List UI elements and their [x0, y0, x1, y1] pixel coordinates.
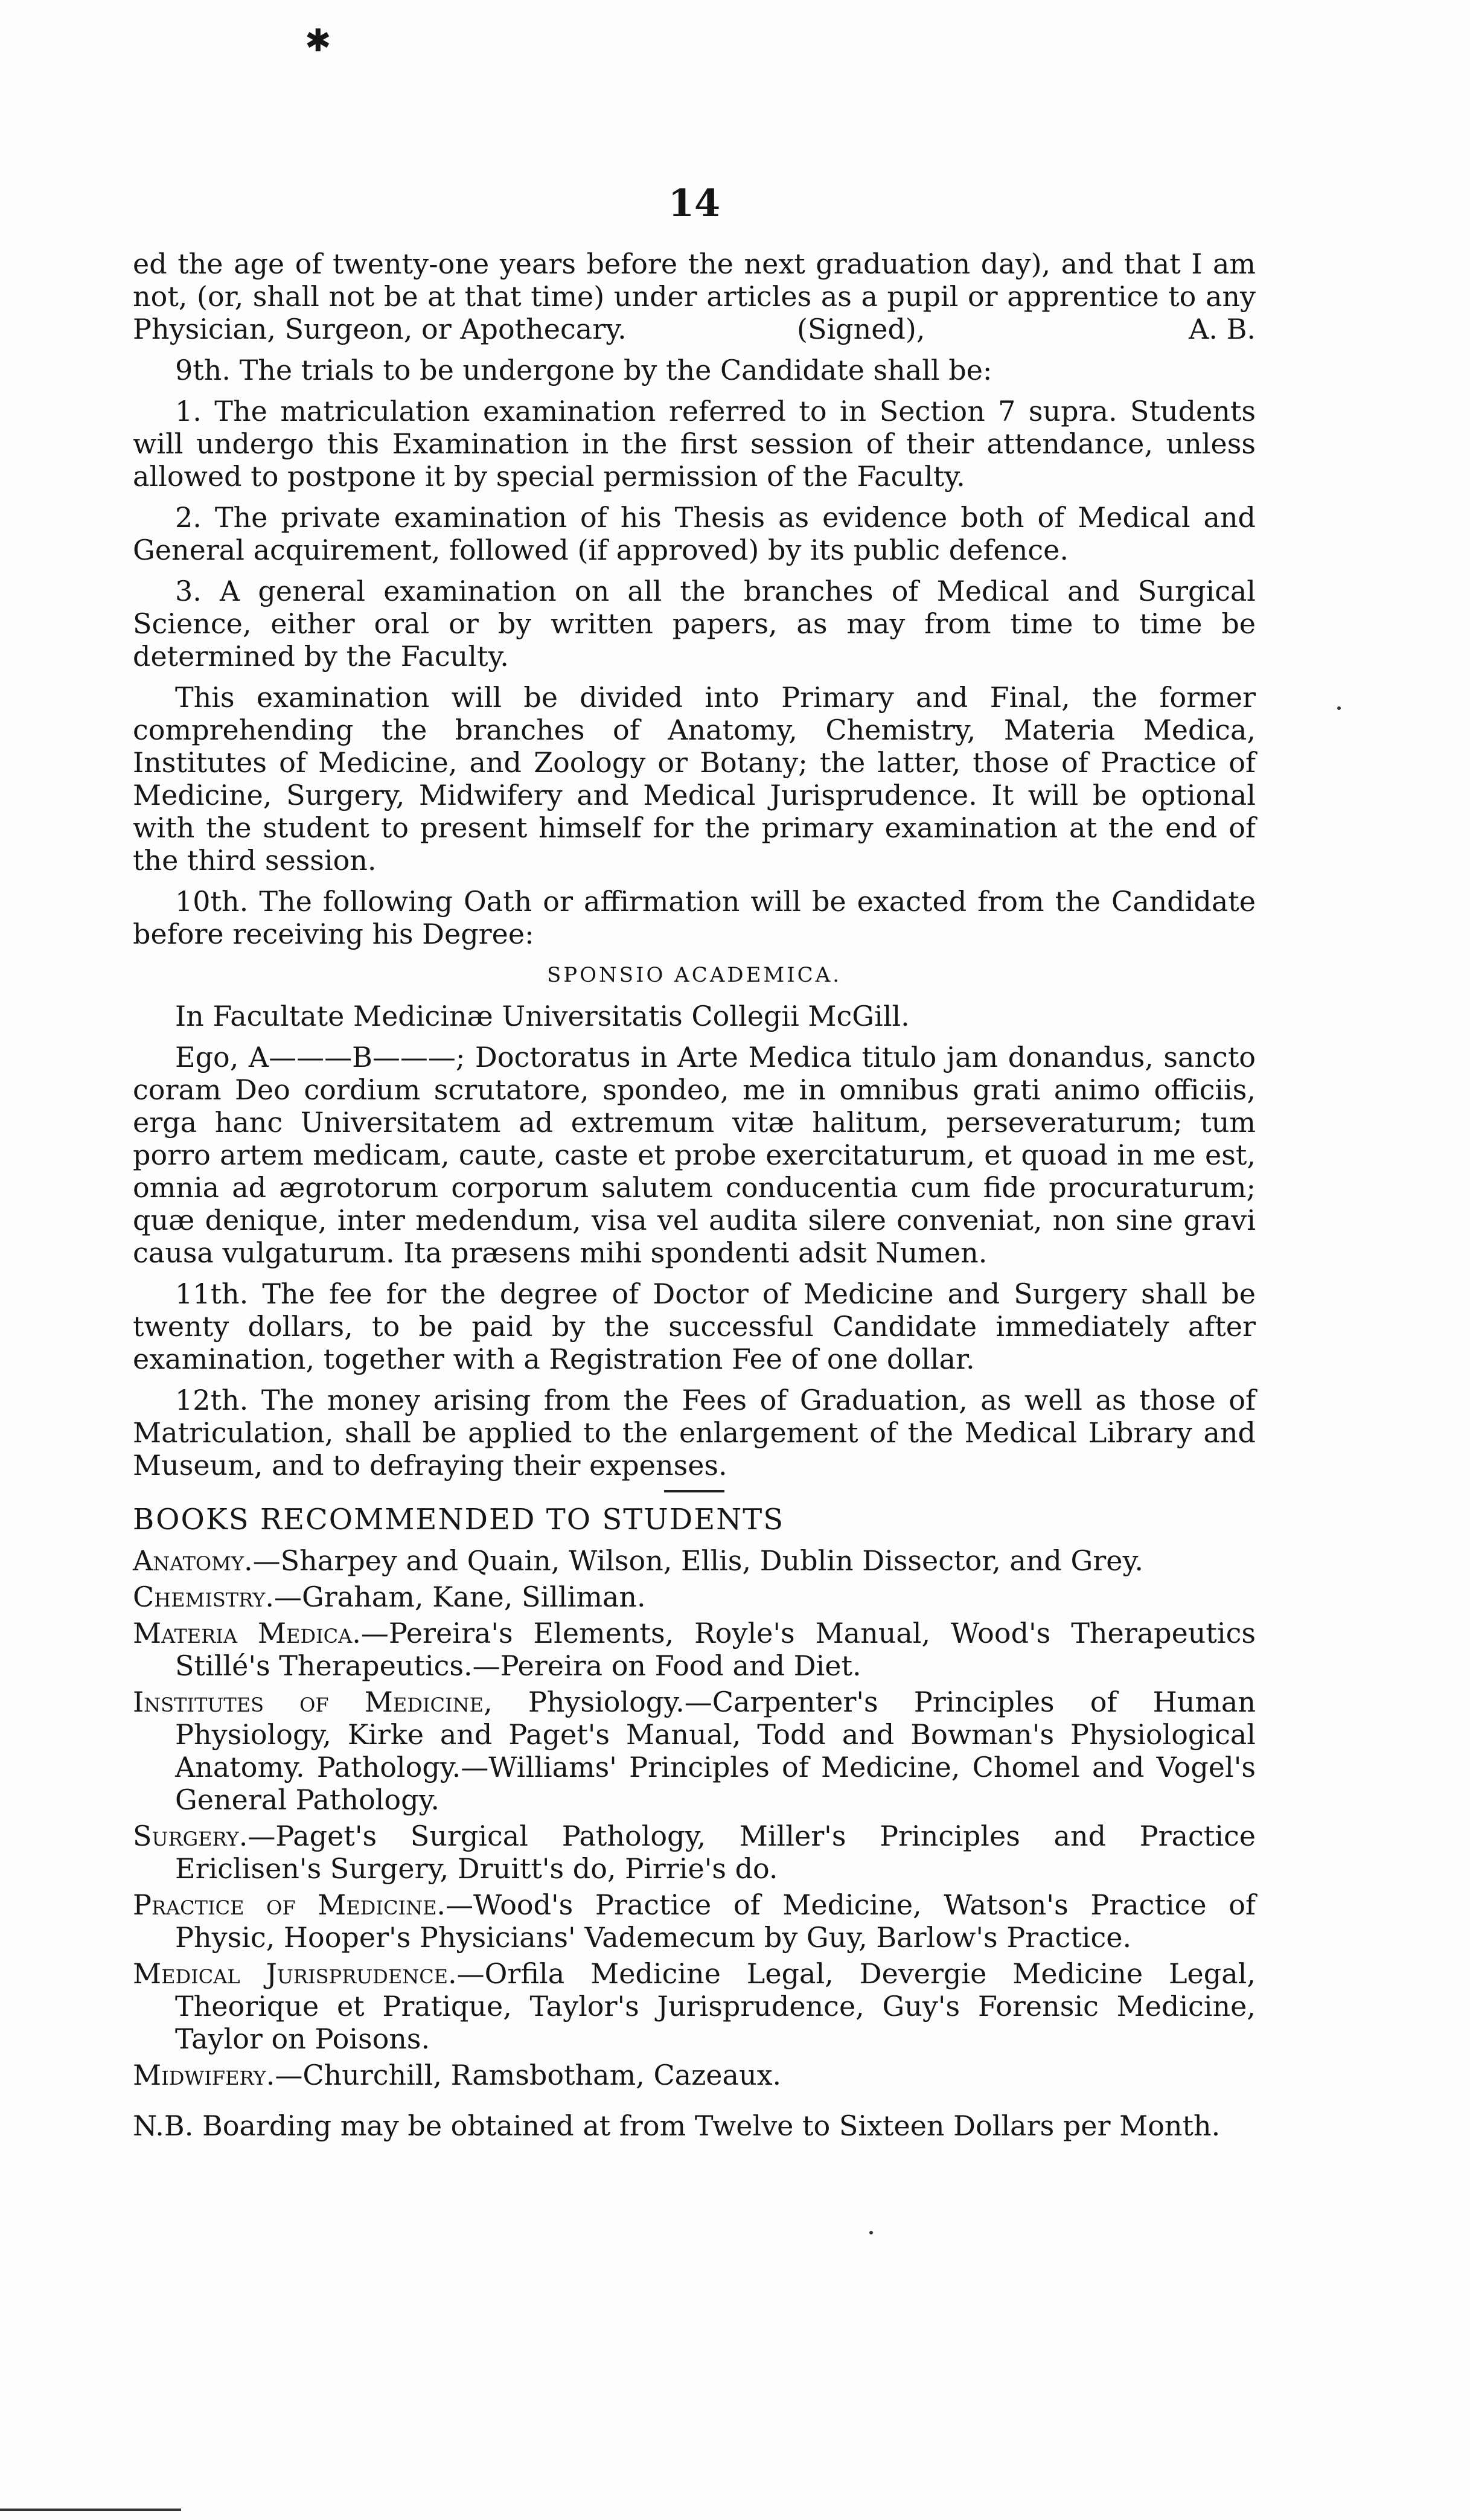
section-ninth: 9th. The trials to be undergone by the Candidate shall be:: [175, 354, 992, 386]
speck-mark: [869, 2231, 873, 2234]
section-eleventh: 11th. The fee for the degree of Doctor of Medicine and Surgery shall be twenty dollars, to be paid by the successful Candidate immediately after examination, together with a Registration Fee of one dollar.: [133, 1278, 1256, 1375]
trial-3: 3. A general examination on all the branches of Medical and Surgical Science, either oral or by written papers, as may from time to time be determined by the Faculty.: [133, 575, 1256, 673]
section-tenth: 10th. The following Oath or affirmation will be exacted from the Candidate before receiving his Degree:: [133, 885, 1256, 950]
section-twelfth: 12th. The money arising from the Fees of Graduation, as well as those of Matriculation, shall be applied to the enlargement of the Medical Library and Museum, and to defraying their expenses.: [133, 1384, 1256, 1482]
corner-mark: ✱: [305, 23, 331, 59]
book-entry: Chemistry.—Graham, Kane, Silliman.: [133, 1581, 646, 1613]
oath-text: Ego, A———B———; Doctoratus in Arte Medica titulo jam donandus, sancto coram Deo cordium scrutatore, spondeo, me in omnibus grati animo officiis, erga hanc Universitatem ad extremum vitæ halitum, perseveraturum; tum porro artem medicam, caute, caste et probe exercitaturum, et quoad in me est, omnia ad ægrotorum corporum salutem conducentia cum fide procuraturum; quæ denique, inter medendum, visa vel audita silere conveniat, non sine gravi causa vulgaturum. Ita præsens mihi spondenti adsit Numen.: [133, 1041, 1256, 1269]
book-entry: Surgery.—Paget's Surgical Pathology, Miller's Principles and Practice Ericlisen's Surgery, Druitt's do, Pirrie's do.: [133, 1820, 1256, 1885]
books-heading: BOOKS RECOMMENDED TO STUDENTS: [133, 1503, 785, 1537]
edge-mark: [0, 2509, 181, 2511]
intro-paragraph: ed the age of twenty-one years before the next graduation day), and that I am not, (or, shall not be at that time) under articles as a pupil or apprentice to any Physician, Surgeon, or Apothecary.: [133, 248, 1256, 345]
body-text: [133, 248, 1256, 2151]
book-entry: Anatomy.—Sharpey and Quain, Wilson, Ellis, Dublin Dissector, and Grey.: [133, 1544, 1143, 1577]
section-divider: [664, 1490, 724, 1492]
page-number: 14: [668, 181, 721, 225]
facultate-line: In Facultate Medicinæ Universitatis Collegii McGill.: [175, 1000, 910, 1032]
book-entry: Materia Medica.—Pereira's Elements, Royle's Manual, Wood's Therapeutics Stillé's Therapeutics.—Pereira on Food and Diet.: [133, 1617, 1256, 1682]
signed-label: (Signed),: [797, 313, 925, 345]
trial-1: 1. The matriculation examination referred to in Section 7 supra. Students will undergo this Examination in the first session of their attendance, unless allowed to postpone it by special permission of the Faculty.: [133, 395, 1256, 493]
nb-note: N.B. Boarding may be obtained at from Twelve to Sixteen Dollars per Month.: [133, 2109, 1221, 2142]
book-entry: Midwifery.—Churchill, Ramsbotham, Cazeaux.: [133, 2059, 782, 2091]
books-list: [133, 1544, 1256, 2091]
sponsio-heading: SPONSIO ACADEMICA.: [546, 963, 842, 987]
examination-division: This examination will be divided into Primary and Final, the former comprehending the branches of Anatomy, Chemistry, Materia Medica, Institutes of Medicine, and Zoology or Botany; the latter, those of Practice of Medicine, Surgery, Midwifery and Medical Jurisprudence. It will be optional with the student to present himself for the primary examination at the end of the third session.: [133, 681, 1256, 877]
book-entry: Institutes of Medicine, Physiology.—Carpenter's Principles of Human Physiology, Kirke and Paget's Manual, Todd and Bowman's Physiological Anatomy. Pathology.—Williams' Principles of Medicine, Chomel and Vogel's General Pathology.: [133, 1686, 1256, 1816]
trial-2: 2. The private examination of his Thesis as evidence both of Medical and General acquirement, followed (if approved) by its public defence.: [133, 501, 1256, 566]
speck-mark: [1337, 706, 1341, 710]
book-entry: Practice of Medicine.—Wood's Practice of Medicine, Watson's Practice of Physic, Hooper's Physicians' Vademecum by Guy, Barlow's Practice.: [133, 1888, 1256, 1954]
signature-initials: A. B.: [1189, 313, 1256, 345]
book-entry: Medical Jurisprudence.—Orfila Medicine Legal, Devergie Medicine Legal, Theorique et Pratique, Taylor's Jurisprudence, Guy's Forensic Medicine, Taylor on Poisons.: [133, 1957, 1256, 2055]
